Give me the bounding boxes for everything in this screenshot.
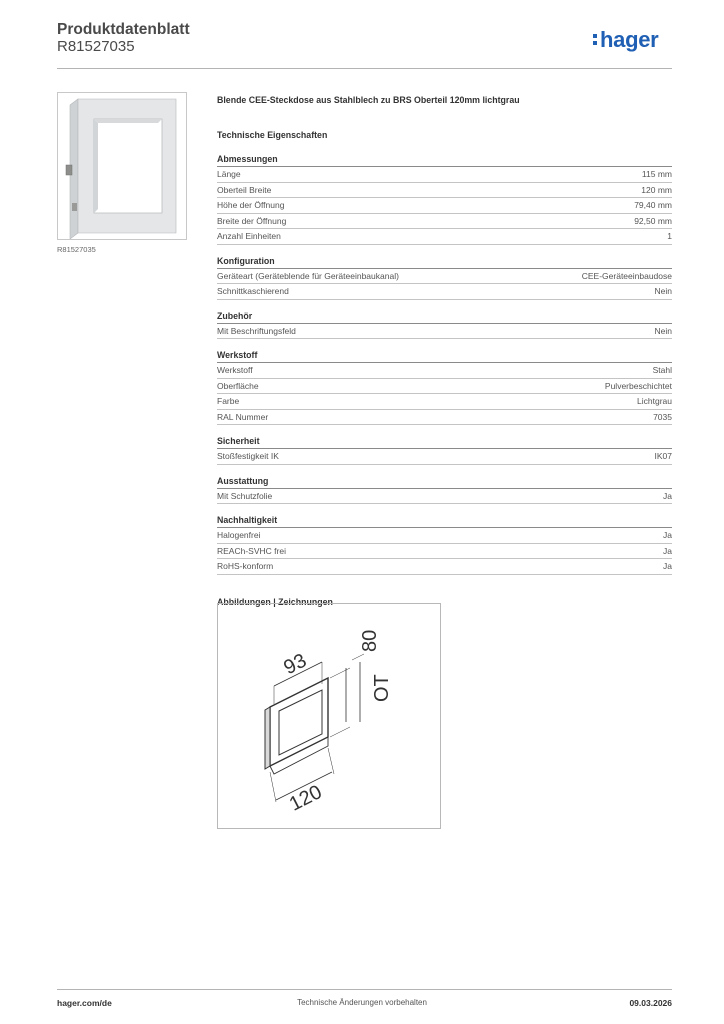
- spec-group-title: Nachhaltigkeit: [217, 513, 672, 528]
- spec-row: [217, 198, 672, 214]
- spec-value: 120 mm: [641, 184, 672, 195]
- spec-value: Ja: [663, 561, 672, 571]
- spec-value: 7035: [653, 411, 672, 422]
- spec-row: [217, 489, 672, 505]
- spec-label: Mit Beschriftungsfeld: [217, 325, 296, 336]
- spec-value: 92,50 mm: [634, 215, 672, 226]
- spec-group-title: Zubehör: [217, 309, 672, 324]
- spec-label: Breite der Öffnung: [217, 215, 287, 226]
- spec-row: [217, 449, 672, 465]
- spec-label: Mit Schutzfolie: [217, 490, 273, 501]
- spec-group-title: Ausstattung: [217, 474, 672, 489]
- spec-value: Stahl: [652, 365, 672, 375]
- footer-note: Technische Änderungen vorbehalten: [297, 998, 427, 1007]
- spec-label: RoHS-konform: [217, 561, 274, 571]
- product-title: Blende CEE-Steckdose aus Stahlblech zu BRS Oberteil 120mm lichtgrau: [217, 95, 520, 105]
- spec-group-title: Sicherheit: [217, 434, 672, 449]
- footer-website-link[interactable]: hager.com/de: [57, 998, 112, 1008]
- dim-80-label: 80: [359, 629, 381, 652]
- spec-value: CEE-Geräteeinbaudose: [581, 270, 672, 281]
- group-spacer: [217, 245, 672, 254]
- spec-row: [217, 559, 672, 575]
- spec-value: IK07: [654, 451, 672, 461]
- spec-row: [217, 167, 672, 183]
- spec-label: Werkstoff: [217, 365, 253, 375]
- spec-label: Länge: [217, 169, 241, 179]
- spec-label: Oberfläche: [217, 380, 259, 391]
- group-spacer: [217, 465, 672, 474]
- spec-label: RAL Nummer: [217, 411, 269, 422]
- spec-label: Geräteart (Geräteblende für Geräteeinbaukanal): [217, 270, 399, 281]
- logo-text: hager: [600, 27, 659, 52]
- spec-label: Stoßfestigkeit IK: [217, 451, 279, 461]
- spec-value: Ja: [663, 545, 672, 556]
- spec-label: Farbe: [217, 396, 240, 406]
- product-image: [57, 92, 187, 240]
- spec-groups: [217, 152, 672, 584]
- dimension-drawing: [217, 603, 441, 829]
- dim-120-label: 120: [285, 781, 326, 816]
- spec-row: [217, 269, 672, 285]
- page-title: Produktdatenblatt: [57, 21, 190, 38]
- spec-group-title: Konfiguration: [217, 254, 672, 269]
- spec-label: REACh-SVHC frei: [217, 545, 286, 556]
- spec-row: [217, 363, 672, 379]
- group-spacer: [217, 575, 672, 584]
- spec-label: Oberteil Breite: [217, 184, 272, 195]
- section-technical-properties: Technische Eigenschaften: [217, 130, 328, 140]
- spec-group-title: Abmessungen: [217, 152, 672, 167]
- spec-value: Ja: [663, 530, 672, 540]
- spec-value: 79,40 mm: [634, 200, 672, 210]
- spec-row: [217, 528, 672, 544]
- group-spacer: [217, 339, 672, 348]
- header-divider: [57, 68, 672, 69]
- spec-value: Pulverbeschichtet: [604, 380, 672, 391]
- spec-row: [217, 410, 672, 426]
- spec-value: 1: [667, 231, 672, 241]
- spec-value: Nein: [654, 325, 672, 336]
- group-spacer: [217, 504, 672, 513]
- spec-label: Halogenfrei: [217, 530, 261, 540]
- spec-label: Anzahl Einheiten: [217, 231, 281, 241]
- spec-row: [217, 394, 672, 410]
- spec-value: Ja: [663, 490, 672, 501]
- dim-93-label: 93: [280, 649, 311, 680]
- spec-group-title: Werkstoff: [217, 348, 672, 363]
- spec-row: [217, 324, 672, 340]
- group-spacer: [217, 425, 672, 434]
- spec-row: [217, 284, 672, 300]
- logo-dots-icon: [593, 27, 599, 49]
- dim-ot-label: OT: [371, 674, 393, 702]
- article-number: R81527035: [57, 38, 135, 55]
- spec-row: [217, 229, 672, 245]
- spec-label: Höhe der Öffnung: [217, 200, 285, 210]
- image-caption: R81527035: [57, 245, 96, 254]
- spec-value: 115 mm: [641, 169, 672, 179]
- hager-logo[interactable]: [593, 27, 658, 53]
- spec-value: Lichtgrau: [637, 396, 672, 406]
- images-section-title: Abbildungen | Zeichnungen: [217, 596, 333, 607]
- footer-date: 09.03.2026: [629, 998, 672, 1008]
- spec-row: [217, 379, 672, 395]
- footer-divider: [57, 989, 672, 990]
- spec-row: [217, 544, 672, 560]
- spec-label: Schnittkaschierend: [217, 286, 289, 296]
- spec-content: [217, 95, 672, 607]
- spec-row: [217, 183, 672, 199]
- spec-value: Nein: [654, 286, 672, 296]
- group-spacer: [217, 300, 672, 309]
- spec-row: [217, 214, 672, 230]
